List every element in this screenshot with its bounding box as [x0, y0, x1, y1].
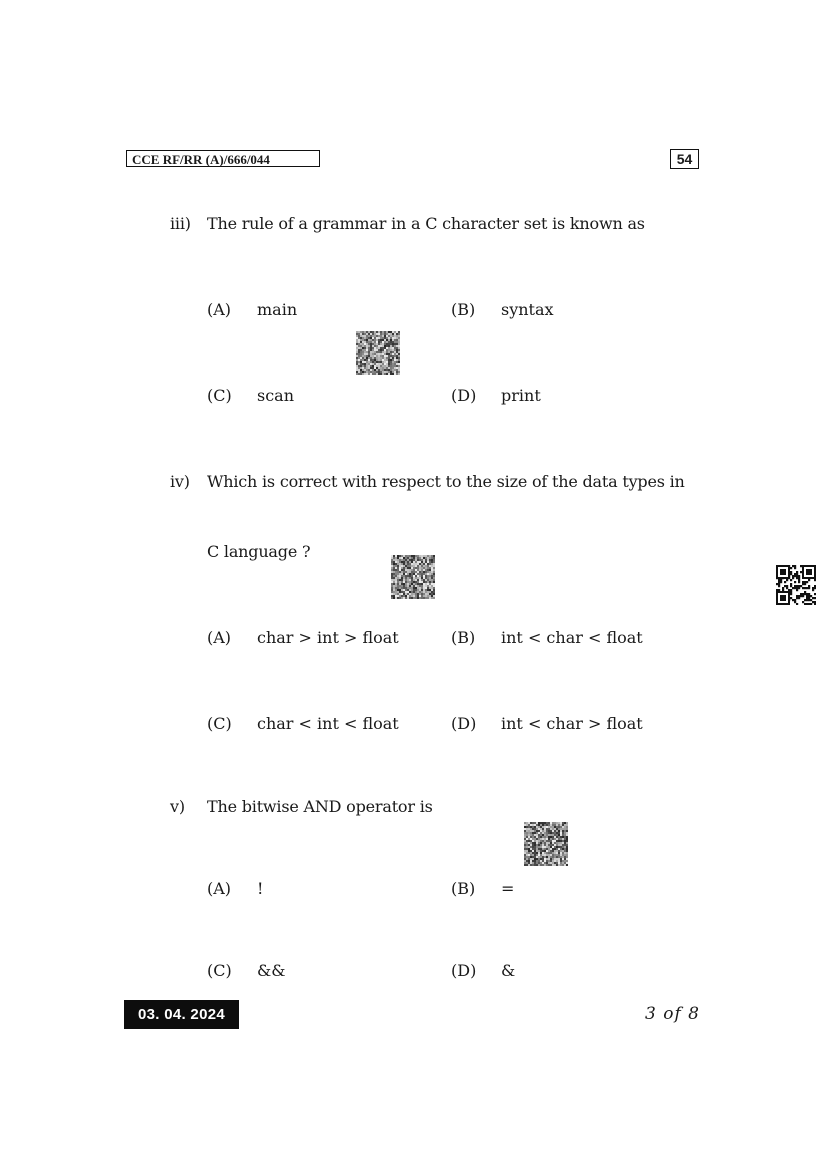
option-letter: (B) — [451, 628, 476, 647]
option-text: print — [501, 386, 541, 405]
question-text: Which is correct with respect to the size of the data types in — [207, 472, 685, 491]
option-letter: (C) — [207, 961, 232, 980]
question-text-continued: C language ? — [207, 542, 311, 561]
option-text: int < char > float — [501, 714, 643, 733]
option-letter: (B) — [451, 300, 476, 319]
option-text: = — [501, 879, 515, 898]
question-text: The bitwise AND operator is — [207, 797, 433, 816]
question-number: iii) — [170, 214, 191, 233]
option-text: char < int < float — [257, 714, 399, 733]
qr-code-icon — [524, 822, 568, 866]
option-letter: (D) — [451, 386, 477, 405]
option-text: main — [257, 300, 298, 319]
option-text: & — [501, 961, 516, 980]
option-letter: (A) — [207, 879, 232, 898]
option-letter: (D) — [451, 961, 477, 980]
option-text: scan — [257, 386, 295, 405]
option-text: int < char < float — [501, 628, 643, 647]
option-text: ! — [257, 879, 264, 898]
question-text: The rule of a grammar in a C character set is known as — [207, 214, 645, 233]
question-number: iv) — [170, 472, 190, 491]
option-text: char > int > float — [257, 628, 399, 647]
option-letter: (A) — [207, 628, 232, 647]
paper-code: CCE RF/RR (A)/666/044 — [126, 150, 320, 167]
question-number: v) — [170, 797, 185, 816]
option-letter: (B) — [451, 879, 476, 898]
qr-code-icon — [356, 331, 400, 375]
option-letter: (A) — [207, 300, 232, 319]
qr-code-icon — [776, 565, 816, 605]
option-letter: (D) — [451, 714, 477, 733]
qr-code-icon — [391, 555, 435, 599]
paper-number: 54 — [670, 149, 699, 169]
option-text: syntax — [501, 300, 554, 319]
page-number: 3 of 8 — [645, 1004, 700, 1024]
option-text: && — [257, 961, 286, 980]
exam-date: 03. 04. 2024 — [124, 1000, 239, 1029]
option-letter: (C) — [207, 714, 232, 733]
option-letter: (C) — [207, 386, 232, 405]
